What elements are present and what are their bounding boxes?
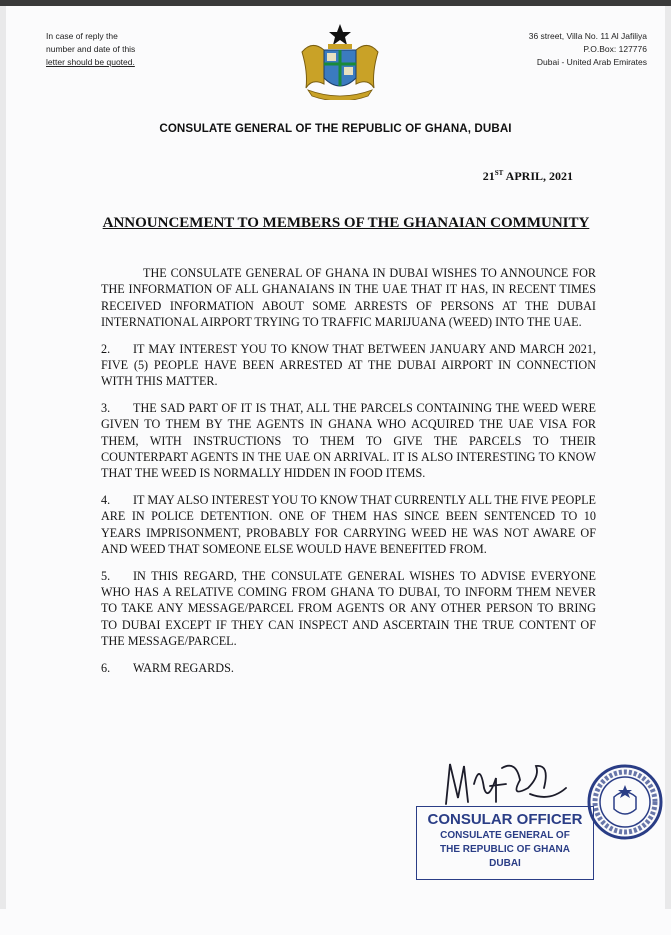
letter-date	[483, 169, 573, 184]
stamp-title: CONSULAR OFFICER	[427, 811, 583, 828]
ghana-coat-of-arms-icon	[294, 22, 386, 100]
paragraph-text: IN THIS REGARD, THE CONSULATE GENERAL WISHES TO ADVISE EVERYONE WHO HAS A RELATIVE COMING FROM GHANA TO DUBAI, TO INFORM THEM NEVER TO TAKE ANY MESSAGE/PARCEL FROM AGENTS OR ANY OTHER PERSON TO BRING TO DUBAI EXCEPT IF THEY CAN INSPECT AND ASCERTAIN THE TRUE CONTENT OF THE MESSAGE/PARCEL.	[101, 568, 596, 648]
bottom-margin	[0, 909, 671, 935]
paragraph-number: 3.	[101, 401, 111, 416]
paragraph-5	[101, 568, 596, 649]
stamp-line: THE REPUBLIC OF GHANA	[440, 844, 570, 855]
paragraph-1	[101, 265, 596, 330]
handwritten-signature-icon	[440, 758, 570, 808]
reference-note-line: number and date of this	[46, 44, 136, 54]
reference-note-line: letter should be quoted.	[46, 57, 135, 67]
paragraph-text: THE SAD PART OF IT IS THAT, ALL THE PARCELS CONTAINING THE WEED WERE GIVEN TO THEM BY THE AGENTS IN GHANA WHO ACQUIRED THE UAE VISA FOR THEM, WITH INSTRUCTIONS TO THEM TO GIVE THE PARCELS TO THEIR COUNTERPART AGENTS IN THE UAE ON ARRIVAL. IT IS ALSO INTERESTING TO KNOW THAT THE WEED IS NORMALLY HIDDEN IN FOOD ITEMS.	[101, 401, 596, 481]
stamp-line: DUBAI	[489, 858, 521, 869]
address-line: Dubai - United Arab Emirates	[536, 57, 647, 67]
reference-note	[46, 30, 186, 69]
consular-officer-stamp	[416, 806, 594, 880]
stamp-line: CONSULATE GENERAL OF	[440, 830, 570, 841]
address-line: P.O.Box: 127776	[583, 44, 647, 54]
paragraph-number: 2.	[101, 341, 111, 356]
announcement-title: ANNOUNCEMENT TO MEMBERS OF THE GHANAIAN COMMUNITY	[102, 215, 590, 231]
paragraph-text: WARM REGARDS.	[133, 660, 234, 675]
paragraph-text: IT MAY INTEREST YOU TO KNOW THAT BETWEEN JANUARY AND MARCH 2021, FIVE (5) PEOPLE HAVE BEEN ARRESTED AT THE DUBAI AIRPORT IN CONNECTION WITH THIS MATTER.	[101, 341, 596, 389]
reference-note-line: In case of reply the	[46, 31, 118, 41]
consulate-title: CONSULATE GENERAL OF THE REPUBLIC OF GHANA, DUBAI	[159, 122, 512, 135]
date-suffix: ST	[494, 169, 504, 177]
paragraph-number: 6.	[101, 660, 111, 675]
letter-body	[101, 265, 596, 687]
paragraph-4	[101, 492, 596, 557]
date-day: 21	[482, 169, 495, 183]
paragraph-number: 5.	[101, 568, 111, 583]
consulate-address	[447, 30, 647, 69]
paragraph-text: IT MAY ALSO INTEREST YOU TO KNOW THAT CURRENTLY ALL THE FIVE PEOPLE ARE IN POLICE DETENTION. ONE OF THEM HAS SINCE BEEN SENTENCED TO 10 YEARS IMPRISONMENT, PROBABLY FOR CARRYING WEED HE WAS NOT AWARE OF AND WEED THAT SOMEONE ELSE WOULD HAVE BENEFITED FROM.	[101, 493, 596, 556]
paragraph-3	[101, 400, 596, 481]
date-rest: APRIL, 2021	[505, 169, 573, 183]
paragraph-text: THE CONSULATE GENERAL OF GHANA IN DUBAI WISHES TO ANNOUNCE FOR THE INFORMATION OF ALL GHANAIANS IN THE UAE THAT IT HAS, IN RECENT TIMES RECEIVED INFORMATION ABOUT SOME ARRESTS OF PERSONS AT THE DUBAI INTERNATIONAL AIRPORT TRYING TO TRAFFIC MARIJUANA (WEED) INTO THE UAE.	[101, 266, 596, 329]
letter-page	[6, 6, 665, 909]
consulate-round-seal-icon	[586, 763, 664, 841]
paragraph-6	[101, 660, 596, 676]
paragraph-number: 4.	[101, 493, 111, 508]
address-line: 36 street, Villa No. 11 Al Jafiliya	[528, 31, 647, 41]
paragraph-2	[101, 341, 596, 390]
